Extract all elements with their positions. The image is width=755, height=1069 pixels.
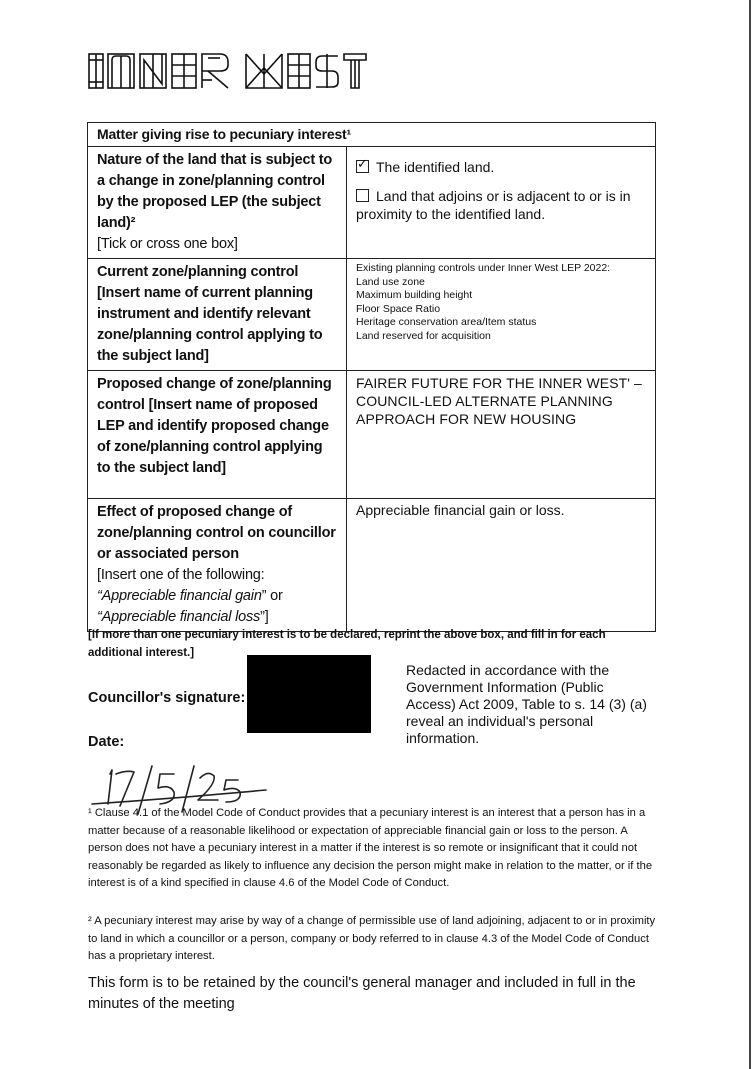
option-adjacent-land[interactable] [356,187,647,223]
option-adjacent-land-text: Land that adjoins or is adjacent to or is in proximity to the identified land. [356,188,631,222]
proposed-change-label: Proposed change of zone/planning control [Insert name of proposed LEP and identify proposed change of zone/planning control applying to the subject land] [88,371,347,499]
unchecked-box-icon[interactable] [356,189,369,202]
reprint-note: [If more than one pecuniary interest is to be declared, reprint the above box, and fill in for each additional interest.] [88,629,606,659]
pecuniary-interest-table [87,122,656,632]
effect-hint-end: ”] [260,609,269,625]
current-control-label: Current zone/planning control [Insert name of current planning instrument and identify relevant zone/planning control applying to the subject land] [88,259,347,371]
current-control-line: Land reserved for acquisition [356,329,491,342]
current-control-line: Land use zone [356,275,425,288]
effect-hint: [Insert one of the following: [97,567,265,583]
current-control-line: Floor Space Ratio [356,302,441,315]
effect-value: Appreciable financial gain or loss. [347,499,656,632]
date-label: Date: [88,734,125,750]
option-identified-land[interactable] [356,159,647,175]
signature-label: Councillor's signature: [88,690,246,706]
footnote-1: ¹ Clause 4.1 of the Model Code of Conduct provides that a pecuniary interest is an interest that a person has in a matter because of a reasonable likelihood or expectation of appreciable financial gain or loss to the person. A person does not have a pecuniary interest in a matter if the interest is so remote or insignificant that it could not reasonably be regarded as likely to influence any decision the person might make in relation to the matter, or if the interest is of a kind specified in clause 4.6 of the Model Code of Conduct. [88,807,653,889]
inner-west-logo [88,50,368,92]
effect-label-text: Effect of proposed change of zone/planning control on councillor or associated person [97,504,336,562]
current-control-line: Heritage conservation area/Item status [356,316,537,328]
effect-hint-loss: “Appreciable financial loss [97,609,261,625]
retention-notice: This form is to be retained by the council's general manager and included in full in the minutes of the meeting [88,975,636,1012]
footnote-2: ² A pecuniary interest may arise by way of a change of permissible use of land adjoining, adjacent to or in proximity to land in which a councillor or a person, company or body referred to in clause 4.3 of the Model Code of Conduct has a proprietary interest. [88,915,656,962]
page-edge-line [749,0,751,1069]
checked-box-icon[interactable] [356,160,369,173]
current-control-line: Maximum building height [356,289,473,301]
redaction-notice: Redacted in accordance with the Government Information (Public Access) Act 2009, Table to s. 14 (3) (a) reveal an individual's personal information. [406,662,647,746]
redaction-box [247,655,371,733]
effect-hint-gain: “Appreciable financial gain [97,588,262,604]
proposed-change-value: FAIRER FUTURE FOR THE INNER WEST' – COUNCIL-LED ALTERNATE PLANNING APPROACH FOR NEW HOUSING [347,371,656,499]
table-header: Matter giving rise to pecuniary interest¹ [88,123,656,147]
current-control-value [347,259,656,371]
option-identified-land-text: The identified land. [376,159,495,175]
nature-of-land-options [347,147,656,259]
nature-of-land-label [88,147,347,259]
nature-of-land-text: Nature of the land that is subject to a change in zone/planning control by the proposed LEP (the subject land)² [97,152,333,231]
tick-hint: [Tick or cross one box] [97,236,238,252]
effect-label [88,499,347,632]
current-control-line: Existing planning controls under Inner West LEP 2022: [356,262,611,274]
effect-hint-or: ” or [261,588,283,604]
